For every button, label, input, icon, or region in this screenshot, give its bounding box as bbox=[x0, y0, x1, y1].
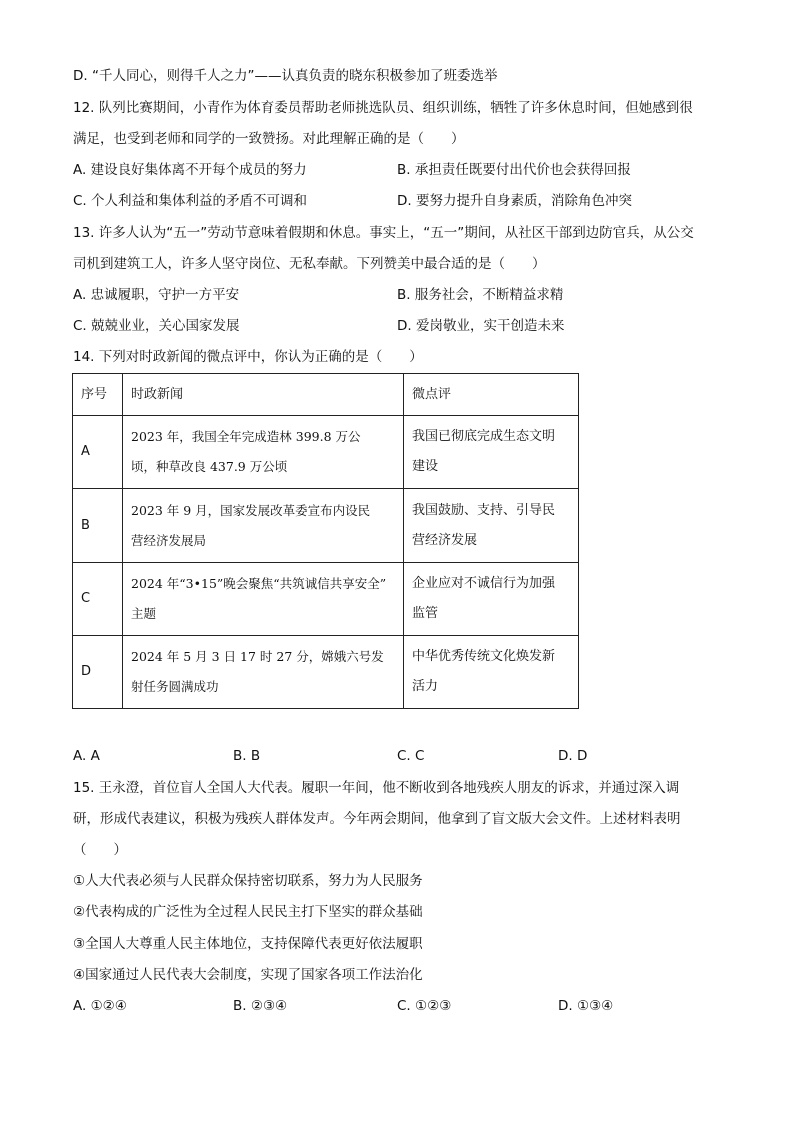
table-row bbox=[73, 636, 579, 709]
q13-option-a: A. 忠诚履职，守护一方平安 bbox=[73, 287, 240, 303]
q14-option-d: D. D bbox=[558, 748, 588, 764]
row-comment-line: 企业应对不诚信行为加强 bbox=[412, 576, 556, 591]
row-news bbox=[123, 489, 404, 563]
table-row bbox=[73, 489, 579, 563]
q12-stem-line-1: 12. 队列比赛期间，小青作为体育委员帮助老师挑选队员、组织训练，牺牲了许多休息时间，但她感到很 bbox=[73, 100, 693, 116]
q14-option-c: C. C bbox=[397, 748, 425, 764]
header-comment: 微点评 bbox=[404, 374, 579, 416]
header-news: 时政新闻 bbox=[123, 374, 404, 416]
row-id: A bbox=[73, 416, 123, 489]
row-id: C bbox=[73, 563, 123, 636]
row-news bbox=[123, 416, 404, 489]
q12-option-a: A. 建设良好集体离不开每个成员的努力 bbox=[73, 162, 307, 178]
row-news-line: 2023 年，我国全年完成造林 399.8 万公 bbox=[131, 429, 361, 444]
row-comment-line: 建设 bbox=[412, 459, 439, 474]
q12-option-c: C. 个人利益和集体利益的矛盾不可调和 bbox=[73, 193, 308, 209]
row-comment bbox=[404, 416, 579, 489]
q13-stem-line-1: 13. 许多人认为“五一”劳动节意味着假期和休息。事实上，“五一”期间，从社区干部到边防官兵，从公交 bbox=[73, 225, 694, 241]
q13-stem-line-2: 司机到建筑工人，许多人坚守岗位、无私奉献。下列赞美中最合适的是（ ） bbox=[73, 256, 546, 272]
table-row bbox=[73, 416, 579, 489]
row-id: B bbox=[73, 489, 123, 563]
row-news bbox=[123, 563, 404, 636]
q15-option-b: B. ②③④ bbox=[233, 998, 288, 1014]
q14-stem: 14. 下列对时政新闻的微点评中，你认为正确的是（ ） bbox=[73, 349, 423, 365]
q12-option-b: B. 承担责任既要付出代价也会获得回报 bbox=[397, 162, 631, 178]
row-comment bbox=[404, 636, 579, 709]
q15-stem-line-3: （ ） bbox=[73, 842, 127, 858]
q13-option-b: B. 服务社会，不断精益求精 bbox=[397, 287, 564, 303]
q12-option-d: D. 要努力提升自身素质，消除角色冲突 bbox=[397, 193, 632, 209]
row-news bbox=[123, 636, 404, 709]
header-serial: 序号 bbox=[73, 374, 123, 416]
row-id: D bbox=[73, 636, 123, 709]
q14-option-b: B. B bbox=[233, 748, 261, 764]
q15-option-c: C. ①②③ bbox=[397, 998, 452, 1014]
table-header-row bbox=[73, 374, 579, 416]
q11-option-d: D. “千人同心，则得千人之力”——认真负责的晓东积极参加了班委选举 bbox=[73, 68, 498, 84]
q12-stem-line-2: 满足，也受到老师和同学的一致赞扬。对此理解正确的是（ ） bbox=[73, 131, 465, 147]
q15-option-d: D. ①③④ bbox=[558, 998, 614, 1014]
row-news-line: 顷，种草改良 437.9 万公顷 bbox=[131, 459, 288, 474]
row-comment bbox=[404, 563, 579, 636]
row-news-line: 2024 年 5 月 3 日 17 时 27 分，嫦娥六号发 bbox=[131, 649, 384, 664]
row-comment-line: 我国鼓励、支持、引导民 bbox=[412, 502, 556, 518]
row-comment-line: 活力 bbox=[412, 679, 439, 694]
row-comment-line: 营经济发展 bbox=[412, 532, 478, 548]
row-comment-line: 监管 bbox=[412, 606, 439, 621]
row-comment-line: 我国已彻底完成生态文明 bbox=[412, 429, 556, 444]
row-news-line: 射任务圆满成功 bbox=[131, 679, 219, 694]
table-row bbox=[73, 563, 579, 636]
q15-stem-line-2: 研，形成代表建议，积极为残疾人群体发声。今年两会期间，他拿到了盲文版大会文件。上述材料表明 bbox=[73, 811, 681, 827]
q15-statement-2: ②代表构成的广泛性为全过程人民民主打下坚实的群众基础 bbox=[73, 904, 423, 920]
row-comment bbox=[404, 489, 579, 563]
q13-option-d: D. 爱岗敬业，实干创造未来 bbox=[397, 318, 565, 334]
q15-stem-line-1: 15. 王永澄，首位盲人全国人大代表。履职一年间，他不断收到各地残疾人朋友的诉求，并通过深入调 bbox=[73, 780, 680, 796]
row-comment-line: 中华优秀传统文化焕发新 bbox=[412, 649, 556, 664]
q14-option-a: A. A bbox=[73, 748, 100, 764]
row-news-line: 2023 年 9 月，国家发展改革委宣布内设民 bbox=[131, 502, 371, 518]
q15-option-a: A. ①②④ bbox=[73, 998, 127, 1014]
row-news-line: 主题 bbox=[131, 606, 157, 621]
news-table bbox=[72, 373, 579, 709]
q15-statement-3: ③全国人大尊重人民主体地位，支持保障代表更好依法履职 bbox=[73, 936, 423, 952]
row-news-line: 营经济发展局 bbox=[131, 532, 207, 548]
q15-statement-4: ④国家通过人民代表大会制度，实现了国家各项工作法治化 bbox=[73, 967, 423, 983]
row-news-line: 2024 年“3•15”晚会聚焦“共筑诚信共享安全” bbox=[131, 576, 387, 591]
q15-statement-1: ①人大代表必须与人民群众保持密切联系，努力为人民服务 bbox=[73, 873, 423, 889]
q13-option-c: C. 兢兢业业，关心国家发展 bbox=[73, 318, 240, 334]
